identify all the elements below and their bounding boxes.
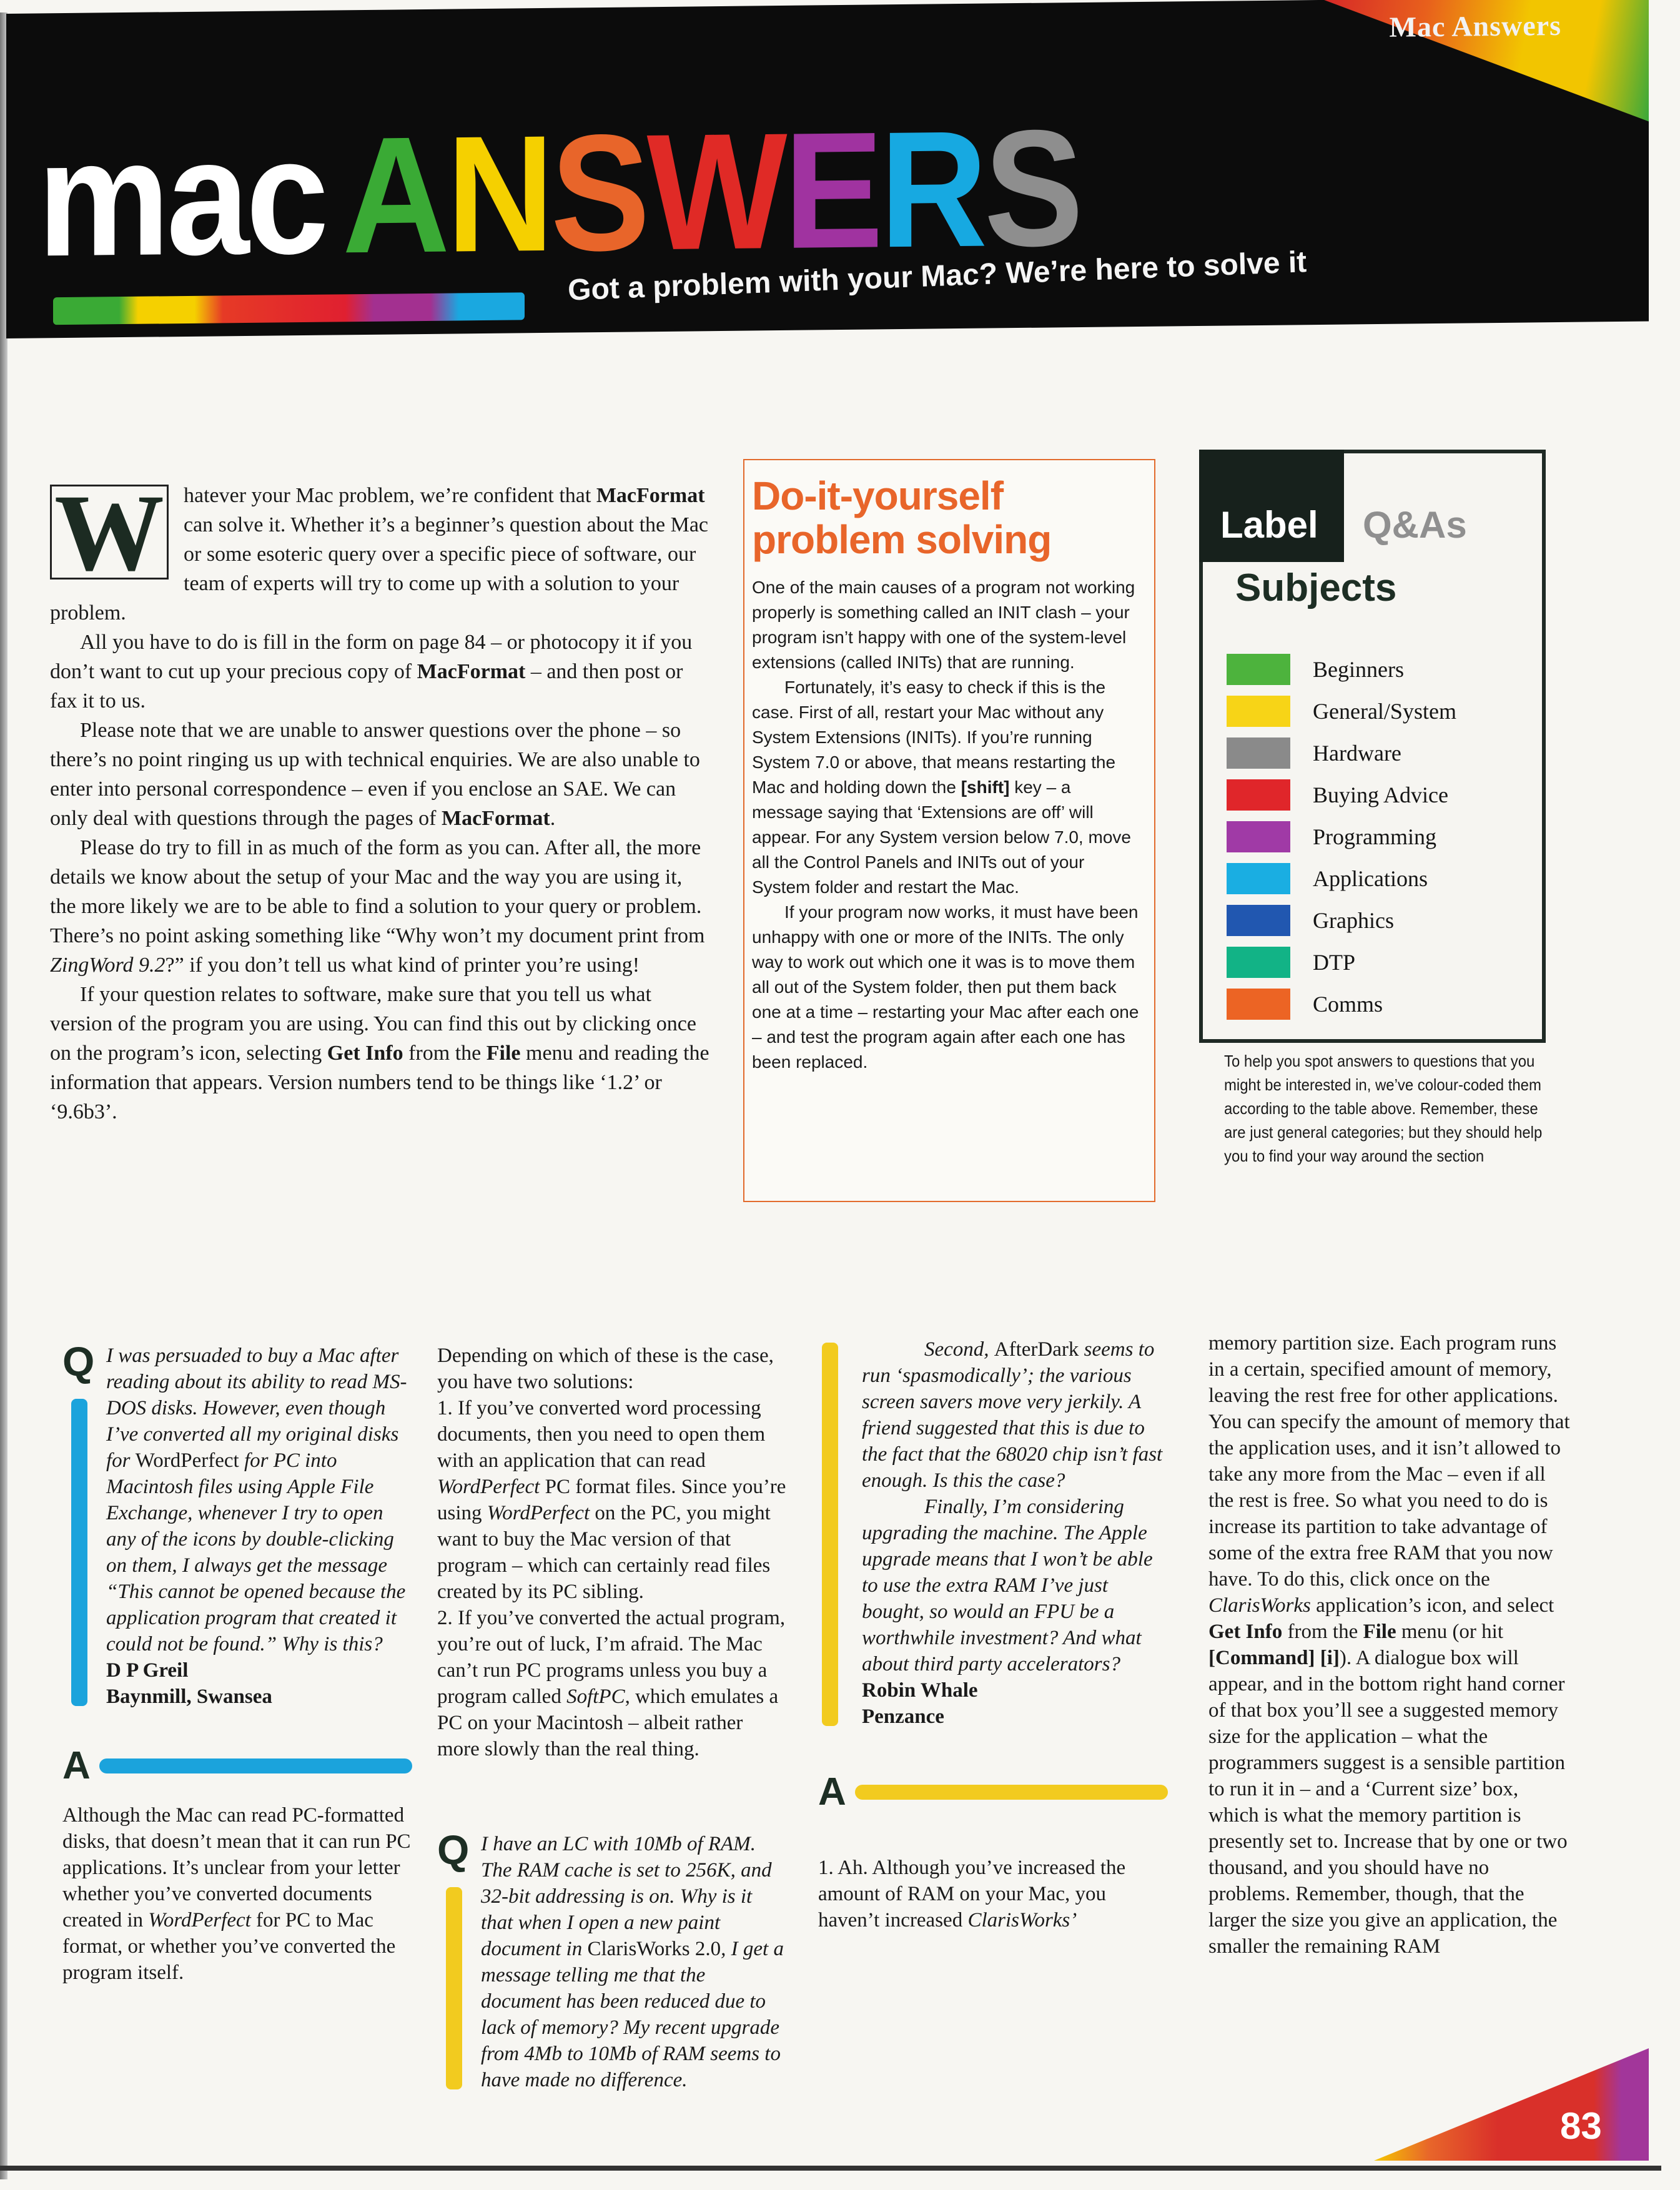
text-run: memory partition size. Each program runs in a certain, specified amount of memory, leaving the rest free for other applications. You can specify the amount of memory that the application uses, and it isn’t allowed to take any more from the Mac – even if all the rest is free. So what you need to do is increase its partition to take advantage of some of the extra free RAM that you now have. To do this, click once on the [1208,1332,1570,1591]
diy-sidebar-box [743,459,1155,1202]
question-block [62,1338,412,1710]
q-marker: Q [62,1338,95,1384]
masthead-letter: N [446,101,551,287]
text-run: application’s icon, and select [1310,1594,1554,1617]
program-name: ClarisWorks’ [967,1909,1077,1931]
diy-title: Do-it-yourself problem solving [752,473,1052,562]
subject-name: DTP [1313,949,1356,975]
page-number: 83 [1560,2105,1602,2147]
text-run: hatever your Mac problem, we’re confident that [184,484,596,507]
text-run: on the PC, you might want to buy the Mac version of that program – which can certainly read files created by its PC sibling. [437,1502,771,1603]
text-run: from the [403,1042,487,1065]
page-corner-decoration [1374,2048,1649,2161]
menu-name: File [1363,1620,1396,1643]
diy-paragraph: If your program now works, it must have been unhappy with one or more of the INITs. The only way to work out which one it was is to move them all out of the System folder, then put them back one at a time – restarting your Mac after each one – and test the program again after each one has been replaced. [752,902,1139,1072]
subject-item [1227,648,1456,690]
subject-name: General/System [1313,698,1456,724]
sender-name: D P Greil [106,1659,189,1682]
a-marker: A [62,1744,91,1787]
a-marker: A [818,1770,846,1813]
subject-name: Buying Advice [1313,782,1448,807]
masthead-letter: S [984,95,1080,282]
answer-text: Depending on which of these is the case, you have two solutions: [437,1344,774,1393]
masthead-letter: R [879,96,984,283]
program-name: ClarisWorks [1208,1594,1311,1617]
program-name: AfterDark [994,1338,1079,1361]
text-run: seems to run ‘spasmodically’; the various screen savers move very jerkily. A friend suggested that this is due to the fact that the 68020 chip isn’t fast enough. Is this the case? [862,1338,1163,1492]
intro-paragraph [50,833,712,980]
rainbow-bar-decoration [53,292,525,325]
text-run: Although the Mac can read PC-formatted disks, that doesn’t mean that it can run PC applications. It’s unclear from your letter whether you’ve converted documents created in [62,1804,411,1931]
text-run: ?” if you don’t tell us what kind of printer you’re using! [165,954,640,977]
sender-name: Robin Whale [862,1679,978,1702]
masthead-letter: S [550,100,647,286]
color-swatch [1227,779,1290,811]
menu-command: Get Info [327,1042,403,1065]
subject-item [1227,983,1456,1025]
text-run: key – a message saying that ‘Extensions are off’ will appear. For any System version below 7.0, move all the Control Panels and INITs out of your System folder and restart the Mac. [752,777,1131,897]
program-name: ClarisWorks 2.0 [587,1938,721,1960]
program-name: ZingWord 9.2 [50,954,166,977]
sender-location: Penzance [862,1705,944,1728]
text-run: . [550,807,556,830]
text-run: for PC into Macintosh files using Apple File Exchange, whenever I try to open any of the icons by double-clicking on them, I always get the message “This cannot be opened because the application program that created it could not be found.” Why is this? [106,1449,406,1655]
masthead-mac: mac [37,103,326,292]
question-accent-bar [71,1399,87,1706]
text-run: for PC to Mac format, or whether you’ve converted the program itself. [62,1909,396,1984]
menu-name: File [486,1042,521,1065]
program-name: SoftPC [566,1685,625,1708]
masthead-letter: W [646,98,784,285]
text-run: can solve it. Whether it’s a beginner’s question about the Mac or some esoteric query over a specific piece of software, our team of experts will try to come up with a solution to your problem. [50,513,709,624]
text-run: I have an LC with 10Mb of RAM. The RAM cache is set to 256K, and 32-bit addressing is on. Why is it that when I open a new paint document in [481,1833,772,1960]
answer-accent-bar [855,1785,1168,1800]
text-run: ). A dialogue box will appear, and in the bottom right hand corner of that box you’ll see a suggested memory size for the application – what the programmers suggest is a sensible partition to run it in – and a ‘Current size’ box, which is what the memory partition is presently set to. Increase that by one or two thousand, and you should have no problems. Remember, though, that the larger the size you give an application, the smaller the remaining RAM [1208,1647,1568,1958]
text-run: 2. If you’ve converted the actual program, you’re out of luck, I’m afraid. The Mac can’t run PC programs unless you buy a program called [437,1607,786,1708]
intro-paragraph [50,716,712,833]
qa-column-2 [437,1343,787,2093]
subject-name: Graphics [1313,907,1394,933]
text-run: from the [1282,1620,1363,1643]
answer-accent-bar [99,1758,412,1773]
color-swatch [1227,863,1290,894]
text-run: 1. Ah. Although you’ve increased the amount of RAM on your Mac, you haven’t increased [818,1857,1126,1931]
header-banner [6,0,1649,338]
key-shortcut: [Command] [i] [1208,1647,1340,1669]
text-run: Please do try to fill in as much of the form as you can. After all, the more details we know about the setup of your Mac and the way you are using it, the more likely we are to be able to find a solution to your query or problem. There’s no point asking something like “Why won’t my document print from [50,836,705,947]
color-swatch [1227,821,1290,852]
color-swatch [1227,696,1290,727]
legend-caption: To help you spot answers to questions that you might be interested in, we’ve colour-coded them according to the table above. Remember, these are just general categories; but they should help you to find your way around the section [1224,1052,1543,1165]
intro-text [50,472,712,1127]
color-swatch [1227,905,1290,936]
program-name: WordPerfect [487,1502,590,1524]
text-run: menu and reading the information that appears. Version numbers tend to be things like ‘1.2’ or ‘9.6b3’. [50,1042,709,1123]
question-accent-bar [822,1343,838,1726]
brand-name: MacFormat [417,660,526,683]
intro-paragraph [50,628,712,716]
text-run: Fortunately, it’s easy to check if this is the case. First of all, restart your Mac without any System Extensions (INITs). If you’re running System 7.0 or above, that means restarting the Mac and holding down the [752,678,1116,797]
program-name: WordPerfect [437,1476,540,1498]
qa-column-3 [818,1336,1168,1933]
brand-name: MacFormat [596,484,705,507]
qas-word: Q&As [1363,504,1467,546]
text-run: If your question relates to software, make sure that you tell us what version of the program you are using. You can find this out by clicking once on the program’s icon, selecting [50,983,696,1065]
text-run: menu (or hit [1396,1620,1504,1643]
page-bottom-edge [0,2166,1661,2171]
text-run: , which emulates a PC on your Macintosh – albeit rather more slowly than the real thing. [437,1685,779,1760]
subject-name: Programming [1313,824,1436,849]
text-run: , I get a message telling me that the document has been reduced due to lack of memory? My recent upgrade from 4Mb to 10Mb of RAM seems to have made no difference. [481,1938,784,2091]
answer-text [818,1855,1168,1933]
subject-item [1227,774,1456,816]
key-name: [shift] [961,777,1010,797]
subject-label-box [1199,450,1546,1043]
subject-item [1227,899,1456,941]
subject-item [1227,690,1456,732]
answer-header [62,1744,412,1787]
answer-header [818,1770,1168,1813]
subject-legend [1227,648,1456,1025]
sender-location: Baynmill, Swansea [106,1685,272,1708]
header-subtitle: Got a problem with your Mac? We’re here to solve it [567,245,1307,307]
text-run: All you have to do is fill in the form on page 84 – or photocopy it if you don’t want to cut up your precious copy of [50,631,693,683]
answer-text [437,1605,787,1762]
masthead-letter: E [784,97,880,284]
color-swatch [1227,947,1290,978]
subjects-heading: Subjects [1235,566,1397,609]
subject-item [1227,941,1456,983]
question-block [437,1827,787,2093]
text-run: PC format files. Since you’re using [437,1476,786,1524]
question-text [481,1831,787,2093]
color-swatch [1227,737,1290,769]
answer-text [62,1802,412,1986]
q-marker: Q [437,1827,470,1873]
question-text [106,1343,412,1657]
answer-text [1208,1330,1571,1960]
brand-name: MacFormat [442,807,550,830]
color-swatch [1227,989,1290,1020]
running-head: Mac Answers [1389,9,1561,43]
program-name: WordPerfect [148,1909,251,1931]
subject-item [1227,857,1456,899]
qa-column-4 [1208,1330,1571,1960]
subject-name: Beginners [1313,656,1404,682]
drop-cap: W [50,485,169,580]
answer-text [437,1395,787,1605]
diy-paragraph: One of the main causes of a program not working properly is something called an INIT clash – your program isn’t happy with one of the system-level extensions (called INITs) that are running. [752,578,1135,672]
subject-name: Hardware [1313,740,1401,766]
program-name: WordPerfect [135,1449,239,1472]
color-swatch [1227,654,1290,685]
text-run: 1. If you’ve converted word processing documents, then you need to open them with an application that can read [437,1397,766,1472]
intro-paragraph [50,980,712,1127]
subject-item [1227,732,1456,774]
subject-item [1227,816,1456,857]
diy-paragraph [752,675,1142,900]
text-run: Second, [924,1338,994,1361]
subject-name: Applications [1313,866,1428,891]
menu-command: Get Info [1208,1620,1283,1643]
question-block-continued [818,1336,1168,1730]
question-text [862,1336,1168,1494]
label-word: Label [1220,504,1318,546]
text-run: Please note that we are unable to answer questions over the phone – so there’s no point ringing us up with technical enquiries. We are also unable to enter into personal correspondence – even if you enclose an SAE. We can only deal with questions through the pages of [50,719,700,830]
masthead-letter: A [342,102,447,289]
text-run: I was persuaded to buy a Mac after reading about its ability to read MS-DOS disks. However, even though I’ve converted all my original disks for [106,1344,407,1472]
qa-column-1 [62,1338,412,1986]
text-run: – and then post or fax it to us. [50,660,683,713]
question-text: Finally, I’m considering upgrading the machine. The Apple upgrade means that I won’t be able to use the extra RAM I’ve just bought, so would an FPU be a worthwhile investment? And what about third party accelerators? [862,1496,1153,1675]
question-accent-bar [446,1887,462,2089]
subject-name: Comms [1313,991,1383,1017]
